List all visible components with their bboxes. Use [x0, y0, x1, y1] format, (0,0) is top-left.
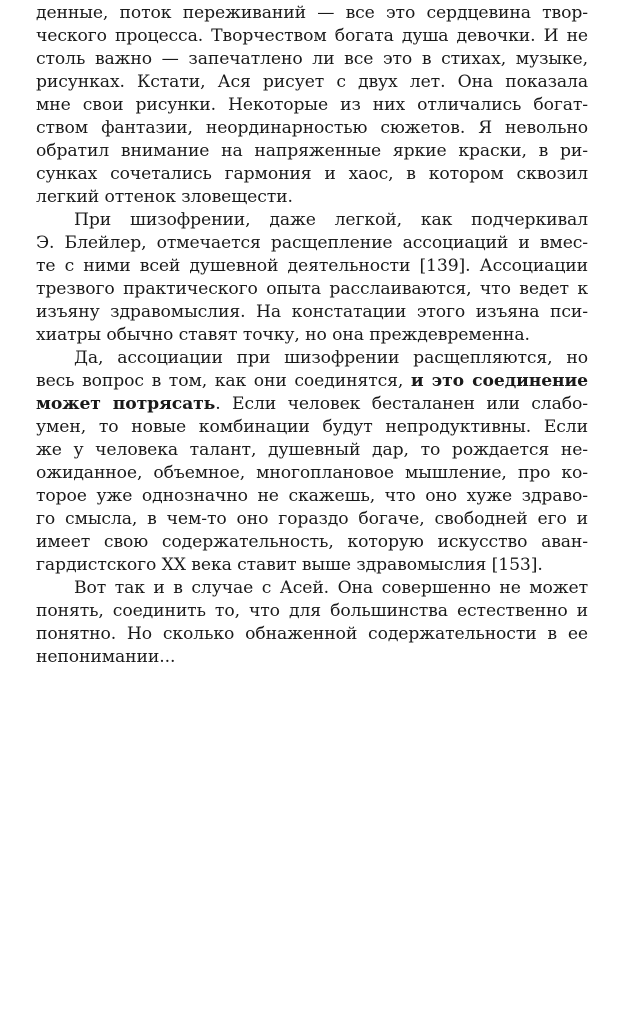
text-line: мне свои рисунки. Некоторые из них отличались богат- — [36, 95, 588, 115]
text-line: понять, соединить то, что для большинства естественно и — [36, 601, 588, 621]
text-line: Вот так и в случае с Асей. Она совершенно не может — [74, 578, 588, 598]
text-line: рисунках. Кстати, Ася рисует с двух лет. Она показала — [36, 72, 588, 92]
text-run: . Если человек бесталанен или слабо- — [215, 394, 588, 414]
bold-emphasis: и это соединение — [410, 371, 588, 391]
text-line: Э. Блейлер, отмечается расщепление ассоциаций и вмес- — [36, 233, 588, 253]
text-line: непонимании... — [36, 647, 176, 667]
text-line: ством фантазии, неординарностью сюжетов. Я невольно — [36, 118, 588, 138]
text-line: столь важно — запечатлено ли все это в стихах, музыке, — [36, 49, 588, 69]
text-line: Да, ассоциации при шизофрении расщепляются, но — [74, 348, 588, 368]
text-line: го смысла, в чем-то оно гораздо богаче, свободней его и — [36, 509, 588, 529]
text-run: весь вопрос в том, как они соединятся, — [36, 371, 411, 391]
text-line: гардистского XX века ставит выше здравомыслия [153]. — [36, 555, 543, 575]
bold-emphasis: может потрясать — [36, 394, 216, 414]
text-line — [36, 370, 588, 393]
paragraph-2 — [36, 209, 588, 347]
page-text — [36, 2, 588, 669]
text-line: понятно. Но сколько обнаженной содержательности в ее — [36, 624, 588, 644]
text-line: изъяну здравомыслия. На констатации этого изъяна пси- — [36, 302, 588, 322]
paragraph-4 — [36, 577, 588, 669]
text-line: сунках сочетались гармония и хаос, в котором сквозил — [36, 164, 588, 184]
text-line: легкий оттенок зловещести. — [36, 187, 293, 207]
text-line: ожиданное, объемное, многоплановое мышление, про ко- — [36, 463, 588, 483]
text-line: обратил внимание на напряженные яркие краски, в ри- — [36, 141, 588, 161]
text-line: те с ними всей душевной деятельности [139]. Ассоциации — [36, 256, 588, 276]
text-line: хиатры обычно ставят точку, но она преждевременна. — [36, 325, 530, 345]
paragraph-3 — [36, 347, 588, 577]
text-line: имеет свою содержательность, которую искусство аван- — [36, 532, 588, 552]
text-line: умен, то новые комбинации будут непродуктивны. Если — [36, 417, 588, 437]
text-line: трезвого практического опыта расслаиваются, что ведет к — [36, 279, 588, 299]
paragraph-1 — [36, 2, 588, 209]
text-line: денные, поток переживаний — все это сердцевина твор- — [36, 3, 588, 23]
text-line — [36, 393, 588, 416]
text-line: При шизофрении, даже легкой, как подчеркивал — [74, 210, 588, 230]
text-line: ческого процесса. Творчеством богата душа девочки. И не — [36, 26, 588, 46]
text-line: торое уже однозначно не скажешь, что оно хуже здраво- — [36, 486, 588, 506]
text-line: же у человека талант, душевный дар, то рождается не- — [36, 440, 588, 460]
